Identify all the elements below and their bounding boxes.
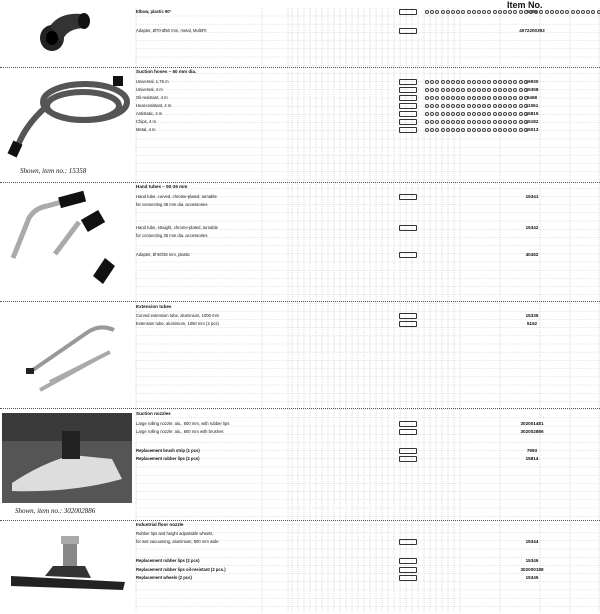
compatibility-circle-icon (524, 120, 528, 124)
compatibility-circle-icon (503, 88, 507, 92)
compatibility-circle-icon (456, 112, 460, 116)
compatibility-circle-icon (446, 10, 450, 14)
table-row (136, 27, 600, 35)
compatibility-circle-icon (461, 112, 465, 116)
item-number: 15341 (525, 194, 539, 199)
compatibility-circle-icon (519, 112, 523, 116)
table-row (136, 126, 600, 134)
compatibility-circle-icon (441, 10, 445, 14)
compatibility-circle-icon (545, 10, 549, 14)
compatibility-circle-icon (425, 128, 429, 132)
compatibility-circle-icon (565, 10, 569, 14)
accessory-badge-icon (399, 103, 417, 109)
compatibility-circle-icon (456, 96, 460, 100)
suction-hose-image (5, 70, 135, 160)
compatibility-circle-icon (472, 112, 476, 116)
compatibility-circle-icon (430, 96, 434, 100)
row-description: Large rolling nozzle: alu., 600 mm with brushes (136, 429, 224, 434)
accessory-badge-icon (399, 539, 417, 545)
compatibility-circle-icon (482, 112, 486, 116)
compatibility-circle-icon (451, 10, 455, 14)
compatibility-circle-icon (503, 96, 507, 100)
compatibility-circle-icon (482, 96, 486, 100)
accessory-badge-icon (399, 111, 417, 117)
compatibility-circle-icon (472, 104, 476, 108)
accessory-badge-icon (399, 9, 417, 15)
compatibility-circle-icon (461, 120, 465, 124)
compatibility-circle-icon (435, 104, 439, 108)
compatibility-circle-icon (524, 104, 528, 108)
row-description: Elbow, plastic 90° (136, 9, 172, 14)
table-row (136, 312, 600, 320)
hand-tube-image (5, 186, 130, 296)
section-title: Extension tubes (136, 304, 172, 309)
table-row (136, 193, 600, 201)
compatibility-circle-icon (425, 96, 429, 100)
compatibility-circle-icon (435, 120, 439, 124)
row-description: Replacement wheels (2 pcs) (136, 575, 192, 580)
compatibility-circle-icon (477, 120, 481, 124)
compatibility-circle-icon (519, 104, 523, 108)
item-no-header: Item No. (507, 0, 543, 10)
compatibility-circle-icon (441, 120, 445, 124)
compatibility-circle-icon (498, 104, 502, 108)
compatibility-circle-icon (482, 10, 486, 14)
compatibility-circle-icon (482, 80, 486, 84)
compatibility-circle-icon (451, 80, 455, 84)
table-row (136, 118, 600, 126)
item-number: 5089 (526, 9, 538, 14)
compatibility-circle-icon (503, 128, 507, 132)
compatibility-circle-icon (425, 120, 429, 124)
compatibility-circle-icon (487, 10, 491, 14)
accessory-badge-icon (399, 225, 417, 231)
compatibility-circle-icon (487, 88, 491, 92)
table-row (136, 574, 600, 582)
compatibility-circle-icon (451, 128, 455, 132)
compatibility-circle-icon (482, 104, 486, 108)
item-number: 7993 (526, 448, 538, 453)
item-number: 15345 (525, 575, 539, 580)
compatibility-circle-icon (435, 80, 439, 84)
compatibility-circle-icon (529, 10, 533, 14)
suction-nozzle-image (2, 413, 132, 503)
item-number: 19930 (525, 79, 539, 84)
compatibility-circle-icon (451, 88, 455, 92)
compatibility-circle-icon (467, 120, 471, 124)
compatibility-circle-icon (467, 80, 471, 84)
item-number: 15342 (525, 225, 539, 230)
accessory-badge-icon (399, 421, 417, 427)
compatibility-circle-icon (482, 128, 486, 132)
accessory-badge-icon (399, 429, 417, 435)
accessory-badge-icon (399, 558, 417, 564)
compatibility-circle-icon (435, 112, 439, 116)
compatibility-circle-icon (430, 104, 434, 108)
row-description: Universal, 4 m (136, 87, 163, 92)
row-description: Adapter, Ø 50/36 mm, plastic (136, 252, 190, 257)
table-row (136, 320, 600, 328)
compatibility-circle-icon (461, 128, 465, 132)
compatibility-circle-icon (503, 120, 507, 124)
compatibility-circle-icon (581, 10, 585, 14)
compatibility-circle-icon (446, 112, 450, 116)
item-number: 15182 (525, 119, 539, 124)
compatibility-circle-icon (456, 128, 460, 132)
row-description: for wet vacuuming, aluminium, 500 mm wide (136, 539, 219, 544)
compatibility-circle-icon (503, 80, 507, 84)
compatibility-circle-icon (430, 128, 434, 132)
compatibility-circle-icon (456, 104, 460, 108)
row-description: for connecting 36 mm dia. accessories (136, 202, 208, 207)
compatibility-circle-icon (467, 104, 471, 108)
table-row (136, 102, 600, 110)
compatibility-circle-icon (487, 112, 491, 116)
compatibility-circle-icon (524, 80, 528, 84)
compatibility-circle-icon (461, 80, 465, 84)
suction-hose-caption: Shown, item no.: 15358 (20, 167, 87, 175)
compatibility-circle-icon (425, 80, 429, 84)
item-number: 6468 (526, 95, 538, 100)
compatibility-circle-icon (425, 88, 429, 92)
compatibility-circle-icon (555, 10, 559, 14)
compatibility-circle-icon (456, 10, 460, 14)
item-number: 302002886 (520, 429, 544, 434)
accessory-badge-icon (399, 28, 417, 34)
compatibility-circle-icon (446, 104, 450, 108)
compatibility-circle-icon (441, 96, 445, 100)
row-description: Curved extension tube, aluminium, 1000 mm (136, 313, 220, 318)
compatibility-circle-icon (503, 10, 507, 14)
compatibility-circle-icon (461, 104, 465, 108)
compatibility-circle-icon (467, 128, 471, 132)
item-number: 15346 (525, 558, 539, 563)
compatibility-circle-icon (493, 80, 497, 84)
row-description: Chips, 4 m (136, 119, 157, 124)
item-number: 15344 (525, 539, 539, 544)
table-row (136, 78, 600, 86)
compatibility-circle-icon (519, 80, 523, 84)
accessory-badge-icon (399, 448, 417, 454)
table-row (136, 530, 600, 538)
compatibility-circle-icon (477, 10, 481, 14)
compatibility-circle-icon (456, 88, 460, 92)
compatibility-circle-icon (487, 120, 491, 124)
item-number: 302000188 (520, 567, 544, 572)
compatibility-circle-icon (493, 128, 497, 132)
section-separator (0, 67, 600, 68)
table-row (136, 557, 600, 565)
compatibility-circle-icon (519, 96, 523, 100)
compatibility-circle-icon (550, 10, 554, 14)
row-description: Metal, 4 m (136, 127, 156, 132)
compatibility-circle-icon (430, 120, 434, 124)
table-row (136, 420, 600, 428)
compatibility-circle-icon (446, 80, 450, 84)
accessory-badge-icon (399, 575, 417, 581)
compatibility-circle-icon (446, 120, 450, 124)
item-number: 15335 (525, 313, 539, 318)
row-description: Replacement rubber lips (2 pcs) (136, 558, 200, 563)
row-description: Replacement brush strip (1 pcs) (136, 448, 200, 453)
compatibility-circle-icon (472, 88, 476, 92)
section-title: Industrial floor nozzle (136, 522, 184, 527)
compatibility-circle-icon (477, 104, 481, 108)
row-description: Hand tube, straight, chrome-plated, turnable (136, 225, 218, 230)
compatibility-circle-icon (524, 112, 528, 116)
compatibility-circle-icon (430, 112, 434, 116)
table-row (136, 251, 600, 259)
accessory-badge-icon (399, 87, 417, 93)
compatibility-circle-icon (498, 96, 502, 100)
compatibility-circle-icon (435, 96, 439, 100)
section-title: Suction nozzles (136, 411, 171, 416)
table-row (136, 232, 600, 240)
compatibility-circle-icon (467, 10, 471, 14)
compatibility-circle-icon (482, 120, 486, 124)
compatibility-circle-icon (586, 10, 590, 14)
compatibility-circle-icon (498, 10, 502, 14)
compatibility-circle-icon (487, 128, 491, 132)
compatibility-circle-icon (498, 112, 502, 116)
accessory-badge-icon (399, 194, 417, 200)
compatibility-circle-icon (477, 96, 481, 100)
accessory-badge-icon (399, 95, 417, 101)
compatibility-circle-icon (430, 88, 434, 92)
compatibility-circle-icon (435, 88, 439, 92)
compatibility-circle-icon (451, 120, 455, 124)
compatibility-circle-icon (477, 128, 481, 132)
row-description: Large rolling nozzle: alu., 600 mm, with rubber lips (136, 421, 230, 426)
row-description: Extension tube, aluminium, 1050 mm (2 pcs) (136, 321, 219, 326)
compatibility-circle-icon (461, 10, 465, 14)
compatibility-circle-icon (451, 112, 455, 116)
accessory-badge-icon (399, 79, 417, 85)
compatibility-circle-icon (435, 10, 439, 14)
table-row (136, 201, 600, 209)
compatibility-circle-icon (524, 96, 528, 100)
item-number: 5152 (526, 321, 538, 326)
compatibility-circle-icon (446, 88, 450, 92)
row-description: Heat-resistant, 4 m (136, 103, 172, 108)
compatibility-circle-icon (425, 10, 429, 14)
compatibility-circle-icon (493, 96, 497, 100)
compatibility-circle-icon (487, 104, 491, 108)
item-number: 302001481 (520, 421, 544, 426)
compatibility-circle-icon (435, 128, 439, 132)
compatibility-circle-icon (498, 120, 502, 124)
accessory-badge-icon (399, 252, 417, 258)
compatibility-circle-icon (425, 104, 429, 108)
table-row (136, 86, 600, 94)
compatibility-circle-icon (503, 112, 507, 116)
row-description: Oil-resistant, 4 m (136, 95, 168, 100)
table-row (136, 447, 600, 455)
section-separator (0, 301, 600, 302)
compatibility-circle-icon (524, 10, 528, 14)
row-description: Rubber lips and height adjustable wheels, (136, 531, 214, 536)
compatibility-circle-icon (524, 88, 528, 92)
item-number: 15358 (525, 87, 539, 92)
compatibility-circle-icon (498, 88, 502, 92)
table-row (136, 224, 600, 232)
compatibility-circle-icon (451, 96, 455, 100)
row-description: Antistatic, 4 m (136, 111, 163, 116)
accessory-badge-icon (399, 321, 417, 327)
compatibility-circle-icon (576, 10, 580, 14)
item-number: 4072200392 (519, 28, 545, 33)
compatibility-circle-icon (451, 104, 455, 108)
table-row (136, 538, 600, 546)
compatibility-circle-icon (493, 120, 497, 124)
suction-nozzle-caption: Shown, item no.: 302002886 (15, 507, 96, 515)
compatibility-circle-icon (472, 120, 476, 124)
accessory-badge-icon (399, 313, 417, 319)
compatibility-circle-icon (441, 88, 445, 92)
compatibility-circle-icon (493, 104, 497, 108)
row-description: Replacement rubber lips (2 pcs) (136, 456, 200, 461)
section-separator (0, 408, 600, 409)
compatibility-circle-icon (441, 128, 445, 132)
compatibility-circle-icon (498, 128, 502, 132)
compatibility-circle-icon (446, 128, 450, 132)
compatibility-circle-icon (467, 96, 471, 100)
accessory-badge-icon (399, 119, 417, 125)
item-number: 15013 (525, 127, 539, 132)
elbow-image (30, 4, 100, 54)
compatibility-circle-icon (472, 80, 476, 84)
compatibility-circle-icon (430, 80, 434, 84)
floor-nozzle-image (5, 532, 133, 612)
compatibility-circle-icon (591, 10, 595, 14)
section-title: Suction hoses – 50 mm dia. (136, 69, 197, 74)
row-description: for connecting 36 mm dia. accessories (136, 233, 208, 238)
compatibility-circle-icon (597, 10, 600, 14)
compatibility-circle-icon (487, 96, 491, 100)
accessory-badge-icon (399, 567, 417, 573)
compatibility-circle-icon (477, 112, 481, 116)
compatibility-circle-icon (498, 80, 502, 84)
section-separator (0, 520, 600, 521)
compatibility-circle-icon (472, 128, 476, 132)
compatibility-circle-icon (560, 10, 564, 14)
accessory-badge-icon (399, 127, 417, 133)
table-row (136, 94, 600, 102)
table-row (136, 8, 600, 16)
compatibility-circle-icon (467, 112, 471, 116)
item-number: 15815 (525, 111, 539, 116)
table-row (136, 566, 600, 574)
item-number: 11061 (525, 103, 539, 108)
compatibility-circle-icon (493, 88, 497, 92)
compatibility-circle-icon (441, 112, 445, 116)
compatibility-circle-icon (519, 10, 523, 14)
row-description: Universal, 1.75 m (136, 79, 169, 84)
compatibility-circle-icon (571, 10, 575, 14)
compatibility-circle-icon (461, 88, 465, 92)
row-description: Hand tube, curved, chrome-plated, turnable (136, 194, 217, 199)
compatibility-circle-icon (519, 88, 523, 92)
compatibility-circle-icon (446, 96, 450, 100)
compatibility-circle-icon (472, 10, 476, 14)
table-row (136, 455, 600, 463)
compatibility-circle-icon (519, 120, 523, 124)
compatibility-circle-icon (425, 112, 429, 116)
extension-tube-image (10, 306, 130, 396)
compatibility-circle-icon (477, 88, 481, 92)
item-number: 15814 (525, 456, 539, 461)
compatibility-circle-icon (493, 112, 497, 116)
table-row (136, 428, 600, 436)
compatibility-circle-icon (503, 104, 507, 108)
accessory-badge-icon (399, 456, 417, 462)
compatibility-circle-icon (493, 10, 497, 14)
row-description: Replacement rubber lips oil-resistant (2 pcs.) (136, 567, 226, 572)
item-number: 40452 (525, 252, 539, 257)
compatibility-circle-icon (441, 80, 445, 84)
compatibility-circle-icon (430, 10, 434, 14)
compatibility-circle-icon (456, 120, 460, 124)
compatibility-circle-icon (524, 128, 528, 132)
section-title: Hand tubes – 50-36 mm (136, 184, 188, 189)
compatibility-circle-icon (519, 128, 523, 132)
compatibility-circle-icon (477, 80, 481, 84)
compatibility-circle-icon (487, 80, 491, 84)
compatibility-circle-icon (467, 88, 471, 92)
compatibility-circle-icon (456, 80, 460, 84)
section-separator (0, 182, 600, 183)
row-description: Adapter, Ø70-Ø50 mm, metal, MultiFit (136, 28, 207, 33)
compatibility-circle-icon (461, 96, 465, 100)
compatibility-circle-icon (482, 88, 486, 92)
compatibility-circle-icon (441, 104, 445, 108)
table-row (136, 110, 600, 118)
compatibility-circle-icon (472, 96, 476, 100)
